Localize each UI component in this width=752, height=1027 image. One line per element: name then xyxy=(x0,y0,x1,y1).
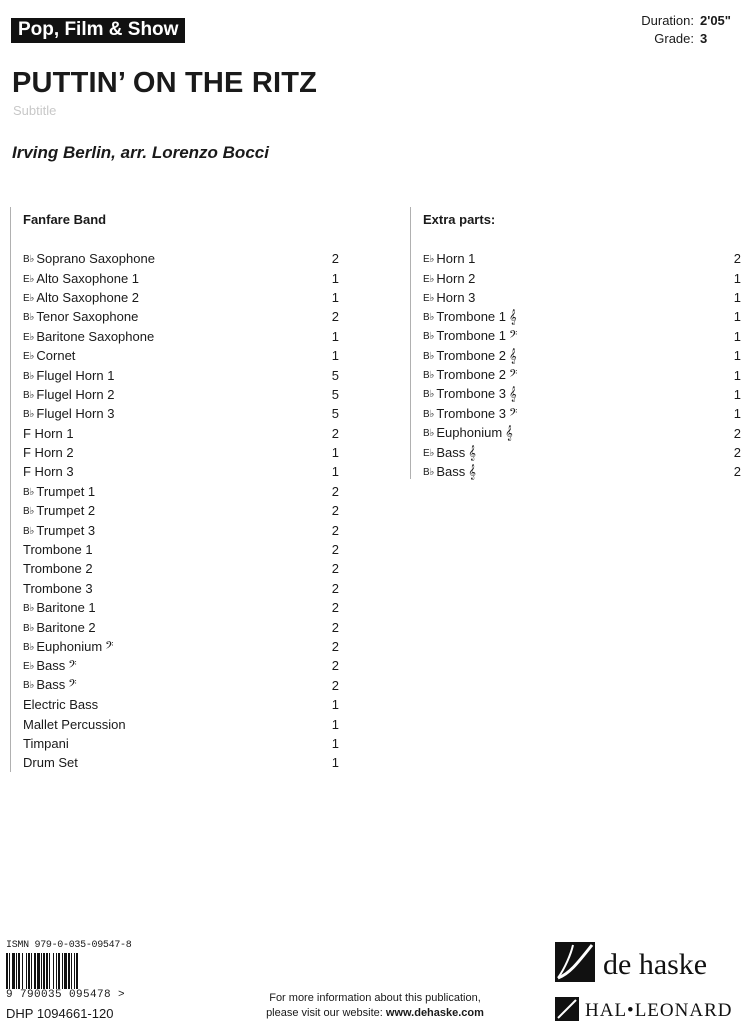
part-row xyxy=(11,365,339,384)
part-name xyxy=(23,387,114,402)
part-row xyxy=(11,424,339,443)
part-name-text: Electric Bass xyxy=(23,697,99,713)
part-count: 1 xyxy=(331,445,339,461)
part-name xyxy=(23,581,93,596)
part-row xyxy=(11,695,339,714)
part-name xyxy=(23,503,95,518)
part-row xyxy=(411,268,741,287)
treble-clef-icon: 𝄞 xyxy=(509,387,517,403)
part-row xyxy=(11,443,339,462)
part-count: 1 xyxy=(733,348,741,364)
part-name-text: Tenor Saxophone xyxy=(36,309,139,325)
part-row xyxy=(411,249,741,268)
part-row xyxy=(11,714,339,733)
part-name xyxy=(23,736,69,751)
info-line-1: For more information about this publication, xyxy=(269,992,481,1004)
part-row xyxy=(11,462,339,481)
part-name-text: Trombone 1 xyxy=(436,328,506,344)
part-name xyxy=(23,309,138,324)
part-row xyxy=(411,424,741,443)
hal-leonard-wordmark: HAL•LEONARD xyxy=(585,1000,733,1021)
bass-clef-icon: 𝄢 xyxy=(509,368,518,384)
part-row xyxy=(11,501,339,520)
key-flat-symbol: B♭ xyxy=(23,603,35,615)
part-row xyxy=(11,579,339,598)
part-name-text: Alto Saxophone 2 xyxy=(36,289,140,305)
key-flat-symbol: B♭ xyxy=(423,370,435,382)
part-row xyxy=(11,404,339,423)
part-row xyxy=(11,385,339,404)
part-name xyxy=(23,251,155,266)
duration-label: Duration: xyxy=(641,13,694,28)
bass-clef-icon: 𝄢 xyxy=(68,678,77,694)
part-row xyxy=(11,288,339,307)
part-row xyxy=(411,462,741,481)
part-name-text: Trombone 1 xyxy=(23,542,93,558)
composer-arranger: Irving Berlin, arr. Lorenzo Bocci xyxy=(12,143,269,162)
part-count: 1 xyxy=(331,348,339,364)
part-row xyxy=(11,540,339,559)
key-flat-symbol: E♭ xyxy=(23,273,35,285)
part-count: 2 xyxy=(331,677,339,693)
key-flat-symbol: E♭ xyxy=(423,292,435,304)
part-name-text: Flugel Horn 2 xyxy=(36,386,115,402)
part-count: 1 xyxy=(733,406,741,422)
part-count: 2 xyxy=(331,619,339,635)
part-count: 5 xyxy=(331,406,339,422)
treble-clef-icon: 𝄞 xyxy=(509,348,517,364)
key-flat-symbol: B♭ xyxy=(423,350,435,362)
key-flat-symbol: B♭ xyxy=(423,311,435,323)
part-row xyxy=(411,288,741,307)
barcode-image xyxy=(6,953,140,989)
part-count: 2 xyxy=(331,580,339,596)
treble-clef-icon: 𝄞 xyxy=(509,309,517,325)
part-name-text: Bass xyxy=(436,444,466,460)
part-name-text: Horn 3 xyxy=(436,289,476,305)
part-name-text: Trombone 2 xyxy=(436,347,506,363)
part-count: 2 xyxy=(331,425,339,441)
publication-info xyxy=(200,991,550,1021)
bass-clef-icon: 𝄢 xyxy=(509,329,518,345)
part-name-text: Baritone 1 xyxy=(36,600,96,616)
bass-clef-icon: 𝄢 xyxy=(105,639,114,655)
part-row xyxy=(11,676,339,695)
part-name-text: Trombone 3 xyxy=(436,386,506,402)
part-name-text: Flugel Horn 1 xyxy=(36,367,115,383)
key-flat-symbol: B♭ xyxy=(23,486,35,498)
key-flat-symbol: B♭ xyxy=(23,622,35,634)
part-name-text: Soprano Saxophone xyxy=(36,251,155,267)
part-name-text: Trombone 1 xyxy=(436,308,506,324)
part-name xyxy=(23,445,74,460)
key-flat-symbol: E♭ xyxy=(23,351,35,363)
website-link[interactable]: www.dehaske.com xyxy=(385,1007,484,1019)
part-count: 1 xyxy=(733,289,741,305)
dehaske-wordmark: de haske xyxy=(603,948,708,981)
part-name-text: Horn 2 xyxy=(436,270,476,286)
part-name-text: Trombone 2 xyxy=(436,367,506,383)
part-name xyxy=(23,271,139,286)
part-name xyxy=(423,251,475,266)
part-name xyxy=(23,600,96,615)
part-name xyxy=(23,542,93,557)
part-row xyxy=(11,559,339,578)
key-flat-symbol: B♭ xyxy=(423,389,435,401)
part-name-text: Trumpet 1 xyxy=(36,483,96,499)
part-count: 2 xyxy=(733,445,741,461)
part-count: 2 xyxy=(733,425,741,441)
part-row xyxy=(411,307,741,326)
part-name-text: Trombone 3 xyxy=(436,405,506,421)
part-count: 2 xyxy=(331,503,339,519)
info-line-2 xyxy=(200,1006,550,1021)
part-row xyxy=(11,753,339,772)
part-name-text: Euphonium xyxy=(436,425,503,441)
part-name xyxy=(23,620,96,635)
key-flat-symbol: B♭ xyxy=(423,331,435,343)
key-flat-symbol: E♭ xyxy=(423,273,435,285)
part-count: 1 xyxy=(733,328,741,344)
part-count: 2 xyxy=(331,309,339,325)
fanfare-band-heading: Fanfare Band xyxy=(23,212,107,227)
part-name-text: Timpani xyxy=(23,735,69,751)
part-name-text: Bass xyxy=(36,677,66,693)
part-count: 2 xyxy=(331,542,339,558)
part-count: 1 xyxy=(331,270,339,286)
part-row xyxy=(11,482,339,501)
key-flat-symbol: E♭ xyxy=(23,292,35,304)
part-name xyxy=(23,755,78,770)
part-name-text: Euphonium xyxy=(36,638,103,654)
part-name xyxy=(423,348,517,364)
part-row xyxy=(11,637,339,656)
part-name xyxy=(23,677,77,693)
key-flat-symbol: B♭ xyxy=(23,409,35,421)
duration-value: 2'05" xyxy=(700,13,731,28)
piece-meta xyxy=(641,12,740,48)
part-name-text: Drum Set xyxy=(23,755,78,771)
treble-clef-icon: 𝄞 xyxy=(468,445,476,461)
part-row xyxy=(11,656,339,675)
key-flat-symbol: B♭ xyxy=(23,525,35,537)
part-count: 2 xyxy=(331,658,339,674)
part-name-text: F Horn 2 xyxy=(23,445,74,461)
part-name-text: Mallet Percussion xyxy=(23,716,126,732)
part-name xyxy=(23,523,95,538)
part-name xyxy=(23,329,154,344)
key-flat-symbol: B♭ xyxy=(423,428,435,440)
part-name-text: Trombone 3 xyxy=(23,580,93,596)
part-name xyxy=(423,367,517,383)
bass-clef-icon: 𝄢 xyxy=(509,406,518,422)
part-count: 5 xyxy=(331,367,339,383)
key-flat-symbol: B♭ xyxy=(23,641,35,653)
piece-title: PUTTIN’ ON THE RITZ xyxy=(12,67,318,99)
part-name xyxy=(423,445,476,461)
key-flat-symbol: E♭ xyxy=(23,660,35,672)
part-count: 1 xyxy=(331,755,339,771)
part-name-text: Flugel Horn 3 xyxy=(36,406,115,422)
treble-clef-icon: 𝄞 xyxy=(468,464,476,480)
key-flat-symbol: B♭ xyxy=(423,466,435,478)
part-row xyxy=(11,346,339,365)
part-count: 2 xyxy=(733,251,741,267)
part-row xyxy=(411,365,741,384)
part-count: 1 xyxy=(733,367,741,383)
part-name xyxy=(423,271,475,286)
part-count: 2 xyxy=(331,522,339,538)
part-row xyxy=(411,346,741,365)
part-name-text: Horn 1 xyxy=(436,251,476,267)
part-count: 1 xyxy=(331,464,339,480)
part-name-text: F Horn 3 xyxy=(23,464,74,480)
part-name-text: Trumpet 2 xyxy=(36,503,96,519)
key-flat-symbol: B♭ xyxy=(23,254,35,266)
part-name xyxy=(23,717,126,732)
fanfare-band-parts-list xyxy=(11,249,339,773)
part-count: 2 xyxy=(331,561,339,577)
extra-parts-heading: Extra parts: xyxy=(423,212,496,227)
part-row xyxy=(411,385,741,404)
part-name xyxy=(23,406,114,421)
part-name-text: Bass xyxy=(36,657,66,673)
part-name-text: Alto Saxophone 1 xyxy=(36,270,140,286)
part-count: 1 xyxy=(331,289,339,305)
part-count: 1 xyxy=(331,735,339,751)
ismn-number: ISMN 979-0-035-09547-8 xyxy=(6,940,132,951)
part-name xyxy=(23,484,95,499)
part-name xyxy=(423,386,517,402)
key-flat-symbol: B♭ xyxy=(23,312,35,324)
part-name xyxy=(423,309,517,325)
part-count: 1 xyxy=(331,328,339,344)
part-row xyxy=(411,404,741,423)
key-flat-symbol: E♭ xyxy=(23,331,35,343)
part-row xyxy=(11,268,339,287)
grade-label: Grade: xyxy=(654,31,694,46)
key-flat-symbol: E♭ xyxy=(423,254,435,266)
part-name-text: Trombone 2 xyxy=(23,561,93,577)
part-name xyxy=(23,697,98,712)
part-name xyxy=(423,464,476,480)
part-name xyxy=(423,290,475,305)
key-flat-symbol: B♭ xyxy=(23,370,35,382)
part-row xyxy=(11,617,339,636)
part-name-text: Bass xyxy=(436,463,466,479)
part-name xyxy=(23,464,74,479)
part-row xyxy=(11,249,339,268)
part-count: 1 xyxy=(733,270,741,286)
part-count: 2 xyxy=(331,251,339,267)
part-name xyxy=(23,639,114,655)
key-flat-symbol: B♭ xyxy=(423,408,435,420)
part-count: 2 xyxy=(331,639,339,654)
part-count: 1 xyxy=(331,716,339,732)
part-count: 2 xyxy=(733,464,741,480)
bass-clef-icon: 𝄢 xyxy=(68,658,77,674)
part-row xyxy=(11,598,339,617)
part-name xyxy=(23,658,77,674)
part-name xyxy=(23,348,75,363)
part-count: 1 xyxy=(733,386,741,402)
part-name xyxy=(23,368,114,383)
part-row xyxy=(411,327,741,346)
key-flat-symbol: B♭ xyxy=(23,389,35,401)
part-name-text: Cornet xyxy=(36,348,76,364)
part-count: 2 xyxy=(331,600,339,616)
part-row xyxy=(11,307,339,326)
part-count: 2 xyxy=(331,483,339,499)
part-row xyxy=(411,443,741,462)
fanfare-band-column xyxy=(10,207,339,772)
info-line-2-prefix: please visit our website: xyxy=(266,1007,386,1019)
part-name xyxy=(23,426,74,441)
barcode-digits: 9 790035 095478 > xyxy=(6,989,126,1001)
extra-parts-column xyxy=(410,207,741,479)
key-flat-symbol: E♭ xyxy=(423,447,435,459)
part-count: 5 xyxy=(331,386,339,402)
dehaske-logo xyxy=(555,940,745,985)
part-count: 1 xyxy=(331,697,339,713)
part-name-text: Baritone Saxophone xyxy=(36,328,155,344)
part-row xyxy=(11,734,339,753)
piece-subtitle: Subtitle xyxy=(13,103,57,118)
part-name-text: F Horn 1 xyxy=(23,425,74,441)
part-row xyxy=(11,520,339,539)
part-row xyxy=(11,327,339,346)
key-flat-symbol: B♭ xyxy=(23,680,35,692)
part-name-text: Baritone 2 xyxy=(36,619,96,635)
part-name xyxy=(423,425,513,441)
part-name xyxy=(23,561,93,576)
grade-value: 3 xyxy=(700,31,708,46)
part-name xyxy=(423,406,517,422)
part-name xyxy=(423,328,517,344)
key-flat-symbol: B♭ xyxy=(23,506,35,518)
part-name xyxy=(23,290,139,305)
part-count: 1 xyxy=(733,309,741,325)
treble-clef-icon: 𝄞 xyxy=(505,426,513,442)
hal-leonard-logo xyxy=(555,996,745,1022)
catalog-number: DHP 1094661-120 xyxy=(6,1006,114,1021)
genre-label: Pop, Film & Show xyxy=(11,18,185,43)
extra-parts-list xyxy=(411,249,741,482)
part-name-text: Trumpet 3 xyxy=(36,522,96,538)
